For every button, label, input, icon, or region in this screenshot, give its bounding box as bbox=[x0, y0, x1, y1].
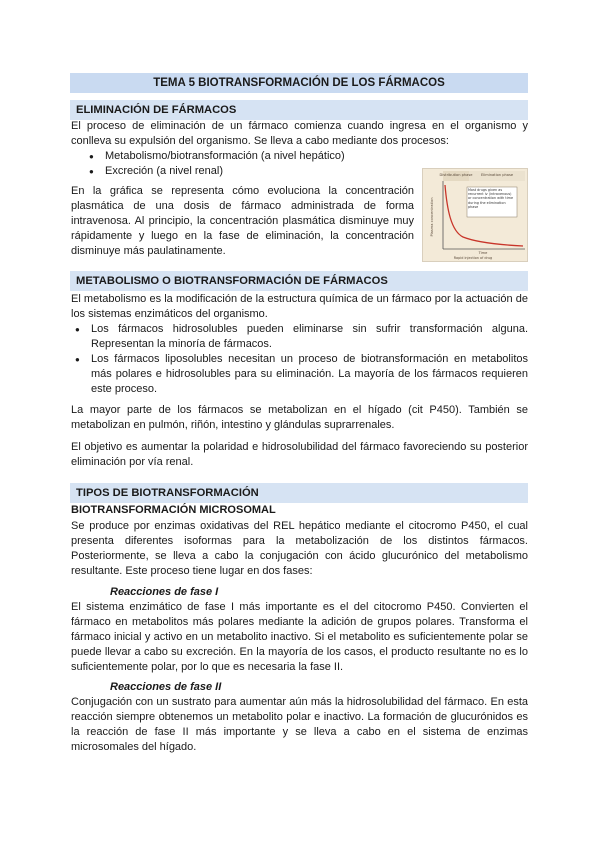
microsomal-intro: Se produce por enzimas oxidativas del REL hepático mediante el citocromo P450, el cual presenta diferentes isoformas para la metabolización de los distintos fármacos. Posteriormente, se lleva a cabo la conjugación con ácido glucurónico del metabolismo resultante. Este proceso tiene lugar en dos fases: bbox=[71, 520, 528, 577]
concentration-chart bbox=[423, 169, 527, 261]
metabolismo-list bbox=[73, 322, 528, 397]
section-heading-metabolismo: METABOLISMO O BIOTRANSFORMACIÓN DE FÁRMACOS bbox=[70, 271, 528, 291]
figure-note: Most drugs given as recurrent iv (intravenous) or concentration with time during the elimination phase bbox=[468, 188, 514, 209]
phase-right-label: Elimination phase bbox=[480, 173, 514, 177]
list-item: ● Los fármacos liposolubles necesitan un proceso de biotransformación en metabolitos más polares e hidrosolubles para su eliminación. La mayoría de los fármacos requieren este proceso. bbox=[73, 352, 528, 397]
concentration-time-figure bbox=[422, 168, 528, 262]
page-title: TEMA 5 BIOTRANSFORMACIÓN DE LOS FÁRMACOS bbox=[70, 73, 528, 93]
metabolismo-p3: El objetivo es aumentar la polaridad e hidrosolubilidad del fármaco favoreciendo su posterior eliminación por vía renal. bbox=[71, 441, 528, 468]
phase2-title: Reacciones de fase II bbox=[110, 681, 222, 693]
list-item: ● Metabolismo/biotransformación (a nivel hepático) bbox=[87, 149, 387, 164]
phase-left-label: Distribution phase bbox=[439, 173, 473, 177]
subheading-microsomal: BIOTRANSFORMACIÓN MICROSOMAL bbox=[71, 504, 276, 516]
metabolismo-intro: El metabolismo es la modificación de la estructura química de un fármaco por la actuación de los sistemas enzimáticos del organismo. bbox=[71, 293, 528, 320]
list-item: ● Excreción (a nivel renal) bbox=[87, 164, 387, 179]
metabolismo-p2: La mayor parte de los fármacos se metabolizan en el hígado (cit P450). También se metabolizan en pulmón, riñón, intestino y glándulas suprarrenales. bbox=[71, 404, 528, 431]
y-axis-label: Plasma concentration bbox=[430, 197, 434, 237]
list-item: ● Los fármacos hidrosolubles pueden eliminarse sin sufrir transformación alguna. Representan la minoría de fármacos. bbox=[73, 322, 528, 352]
phase1-text: El sistema enzimático de fase I más importante es el del citocromo P450. Convierten el fármaco en metabolitos más polares mediante la adición de grupos polares. Transforma el fármaco inicial y activo en un metabolito inactivo. Si el metabolito es suficientemente polar se puede llevar a cabo su excreción. En la mayoría de los casos, el producto resultante no es lo suficientemente polar, por lo que es necesaria la fase II. bbox=[71, 601, 528, 673]
phase1-title: Reacciones de fase I bbox=[110, 586, 219, 598]
section-heading-tipos: TIPOS DE BIOTRANSFORMACIÓN bbox=[70, 483, 528, 503]
x-axis-label: Time bbox=[478, 251, 488, 255]
phase2-text: Conjugación con un sustrato para aumentar aún más la hidrosolubilidad del fármaco. En esta reacción siempre obtenemos un metabolito polar e inactivo. La formación de glucurónidos es la reacción de fase II más importante y se lleva a cabo en el sistema de enzimas microsomales del hígado. bbox=[71, 696, 528, 753]
figure-caption: Rapid injection of drug bbox=[453, 256, 493, 260]
eliminacion-list bbox=[87, 149, 387, 179]
section-heading-eliminacion: ELIMINACIÓN DE FÁRMACOS bbox=[70, 100, 528, 120]
eliminacion-intro: El proceso de eliminación de un fármaco comienza cuando ingresa en el organismo y conlleva su expulsión del organismo. Se lleva a cabo mediante dos procesos: bbox=[71, 120, 528, 147]
eliminacion-graph-text: En la gráfica se representa cómo evoluciona la concentración plasmática de una dosis de fármaco administrada de forma intravenosa. Al principio, la concentración plasmática disminuye muy rápidamente y luego en la fase de eliminación, la concentración disminuye más paulatinamente. bbox=[71, 185, 414, 257]
